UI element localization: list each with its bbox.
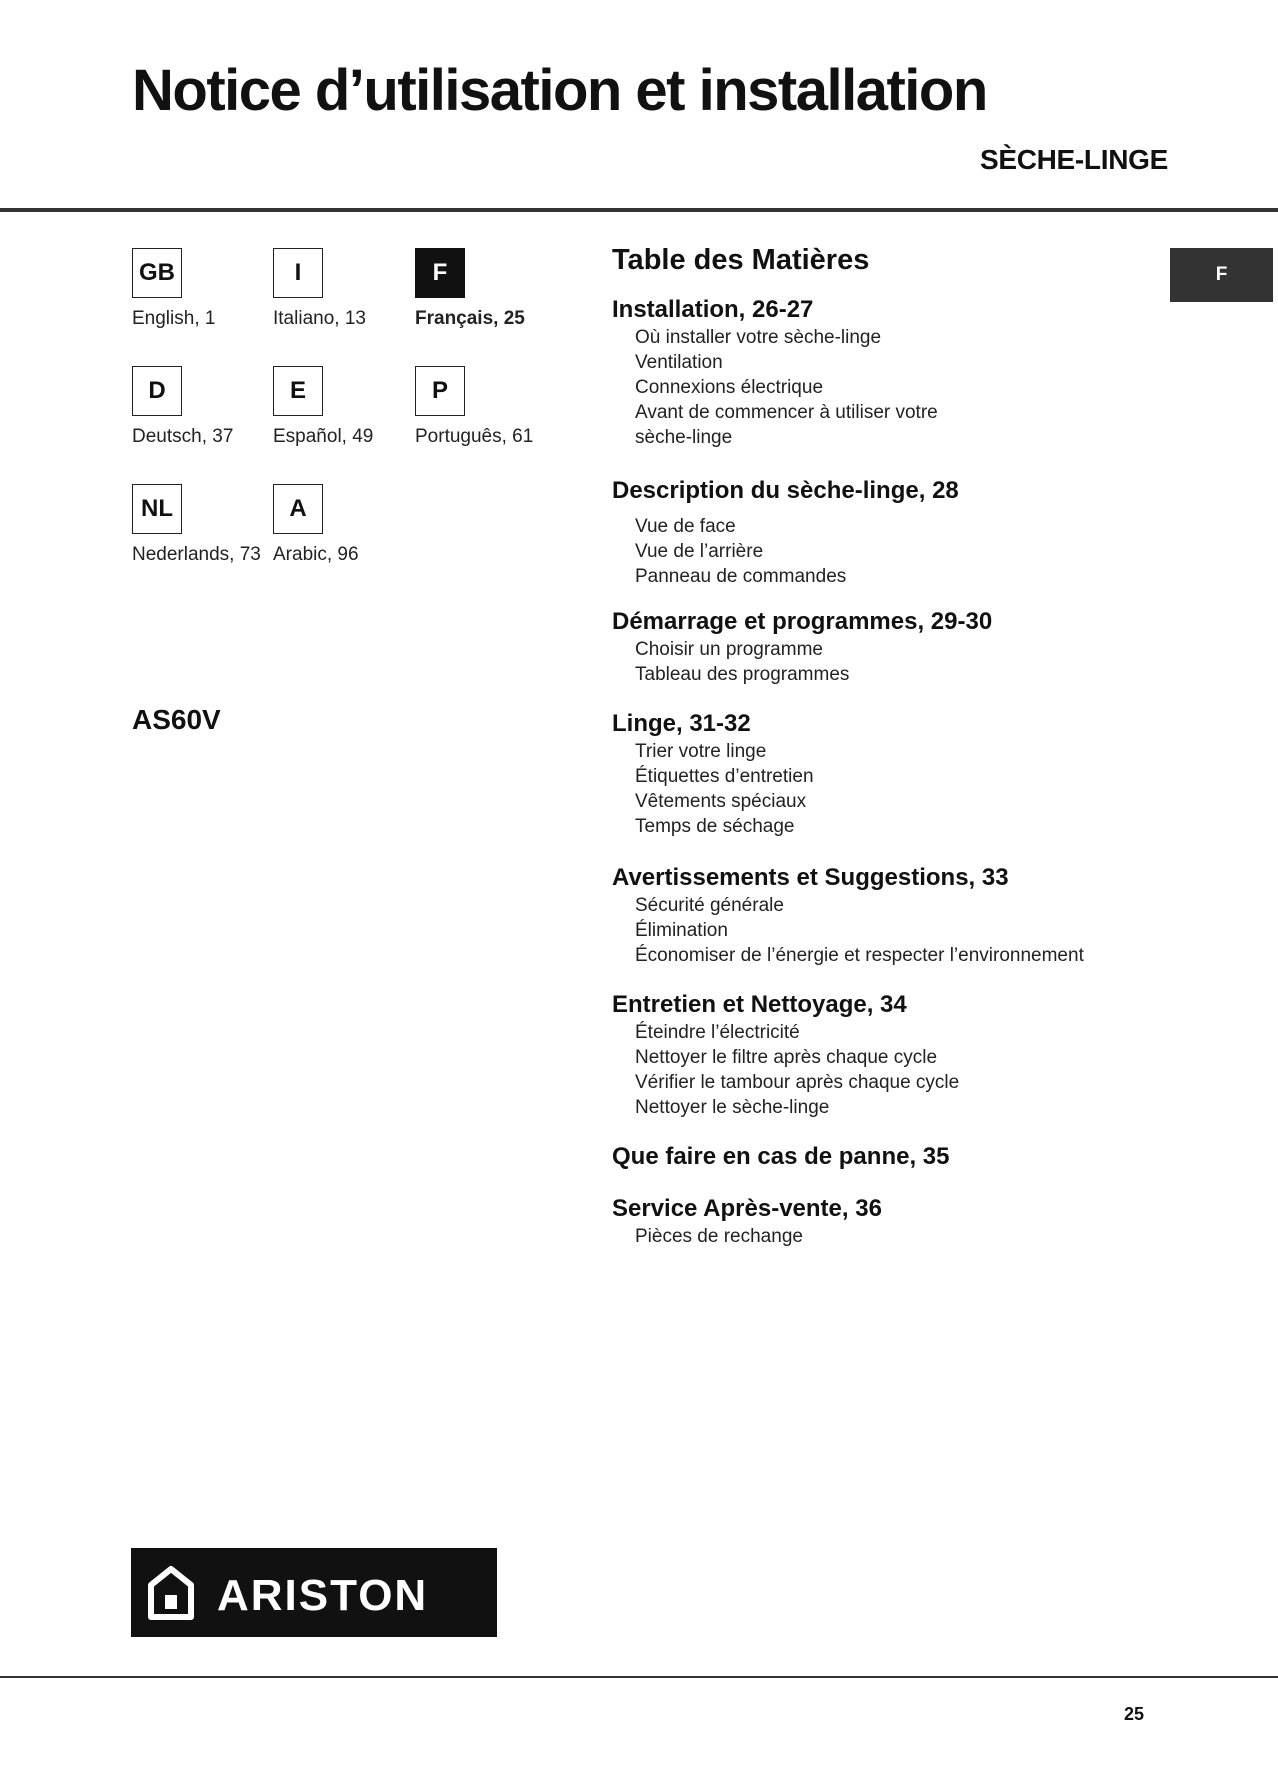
- page-title: Notice d’utilisation et installation: [132, 58, 987, 123]
- language-entry-i[interactable]: [273, 248, 423, 330]
- toc-section-title[interactable]: Service Après-vente, 36: [612, 1195, 882, 1222]
- toc-item-list: [612, 325, 1152, 450]
- language-page-label: Arabic, 96: [273, 544, 359, 565]
- toc-section-title[interactable]: Linge, 31-32: [612, 710, 751, 737]
- toc-item[interactable]: Étiquettes d’entretien: [635, 766, 814, 787]
- toc-item[interactable]: Choisir un programme: [635, 639, 823, 660]
- language-page-label: Español, 49: [273, 426, 374, 447]
- toc-item[interactable]: Élimination: [635, 920, 728, 941]
- toc-section-title[interactable]: Avertissements et Suggestions, 33: [612, 864, 1009, 891]
- toc-item-list: [612, 893, 1152, 968]
- toc-section: [612, 295, 1152, 450]
- toc-section: [612, 476, 1152, 589]
- toc-section: [612, 1142, 1152, 1172]
- toc-item[interactable]: Tableau des programmes: [635, 664, 850, 685]
- language-code-box: I: [273, 248, 323, 298]
- language-code-box: F: [415, 248, 465, 298]
- header-divider: [0, 208, 1278, 212]
- toc-item[interactable]: Nettoyer le sèche-linge: [635, 1097, 830, 1118]
- language-entry-a[interactable]: [273, 484, 423, 566]
- model-number: AS60V: [132, 704, 221, 735]
- brand-name: ARISTON: [217, 1570, 429, 1620]
- footer-divider: [0, 1676, 1278, 1678]
- toc-item-list: [612, 1020, 1152, 1120]
- toc-item[interactable]: Vue de l’arrière: [635, 541, 764, 562]
- table-of-contents: [612, 244, 1152, 1269]
- toc-section-title[interactable]: Entretien et Nettoyage, 34: [612, 991, 907, 1018]
- toc-item[interactable]: Connexions électrique: [635, 377, 824, 398]
- language-code-box: NL: [132, 484, 182, 534]
- language-entry-p[interactable]: [415, 366, 565, 448]
- toc-item[interactable]: Trier votre linge: [635, 741, 767, 762]
- language-code-box: A: [273, 484, 323, 534]
- language-entry-f[interactable]: [415, 248, 565, 330]
- toc-item[interactable]: Vérifier le tambour après chaque cycle: [635, 1072, 960, 1093]
- product-type: SÈCHE-LINGE: [979, 144, 1168, 175]
- toc-item[interactable]: Économiser de l’énergie et respecter l’environnement: [635, 945, 1084, 966]
- toc-item[interactable]: Ventilation: [635, 352, 723, 373]
- toc-item-list: [612, 637, 1152, 687]
- toc-item[interactable]: Vue de face: [635, 516, 736, 537]
- language-entry-gb[interactable]: [132, 248, 282, 330]
- toc-section: [612, 990, 1152, 1120]
- toc-section-title[interactable]: Installation, 26-27: [612, 296, 814, 323]
- language-page-label: Nederlands, 73: [132, 544, 261, 565]
- toc-item[interactable]: Avant de commencer à utiliser votre: [635, 402, 938, 423]
- toc-item[interactable]: Nettoyer le filtre après chaque cycle: [635, 1047, 938, 1068]
- page-number: 25: [1124, 1704, 1145, 1724]
- language-entry-nl[interactable]: [132, 484, 282, 566]
- toc-item-list: [612, 739, 1152, 839]
- toc-sections: [612, 295, 1152, 1249]
- language-code-box: GB: [132, 248, 182, 298]
- toc-section-title[interactable]: Que faire en cas de panne, 35: [612, 1143, 950, 1170]
- language-page-label: English, 1: [132, 308, 216, 329]
- language-code-box: P: [415, 366, 465, 416]
- house-icon: [147, 1565, 195, 1621]
- language-page-label: Português, 61: [415, 426, 534, 447]
- toc-section: [612, 863, 1152, 968]
- toc-item[interactable]: Temps de séchage: [635, 816, 795, 837]
- toc-section: [612, 607, 1152, 687]
- toc-item[interactable]: sèche-linge: [635, 427, 733, 448]
- toc-item[interactable]: Panneau de commandes: [635, 566, 847, 587]
- language-page-label: Français, 25: [415, 308, 525, 329]
- toc-item-list: [612, 1224, 1152, 1249]
- toc-section: [612, 709, 1152, 839]
- toc-item-list: [612, 514, 1152, 589]
- language-entry-d[interactable]: [132, 366, 282, 448]
- toc-item[interactable]: Où installer votre sèche-linge: [635, 327, 882, 348]
- language-code-box: D: [132, 366, 182, 416]
- language-page-label: Deutsch, 37: [132, 426, 234, 447]
- toc-title: Table des Matières: [612, 244, 870, 276]
- toc-section-title[interactable]: Démarrage et programmes, 29-30: [612, 608, 993, 635]
- toc-item[interactable]: Éteindre l’électricité: [635, 1022, 800, 1043]
- toc-item[interactable]: Sécurité générale: [635, 895, 784, 916]
- language-code-box: E: [273, 366, 323, 416]
- toc-section: [612, 1194, 1152, 1249]
- language-page-label: Italiano, 13: [273, 308, 366, 329]
- toc-item[interactable]: Vêtements spéciaux: [635, 791, 807, 812]
- toc-item[interactable]: Pièces de rechange: [635, 1226, 803, 1247]
- toc-section-title[interactable]: Description du sèche-linge, 28: [612, 477, 959, 504]
- brand-logo: [131, 1548, 497, 1637]
- language-entry-e[interactable]: [273, 366, 423, 448]
- language-tab-marker: F: [1170, 248, 1273, 302]
